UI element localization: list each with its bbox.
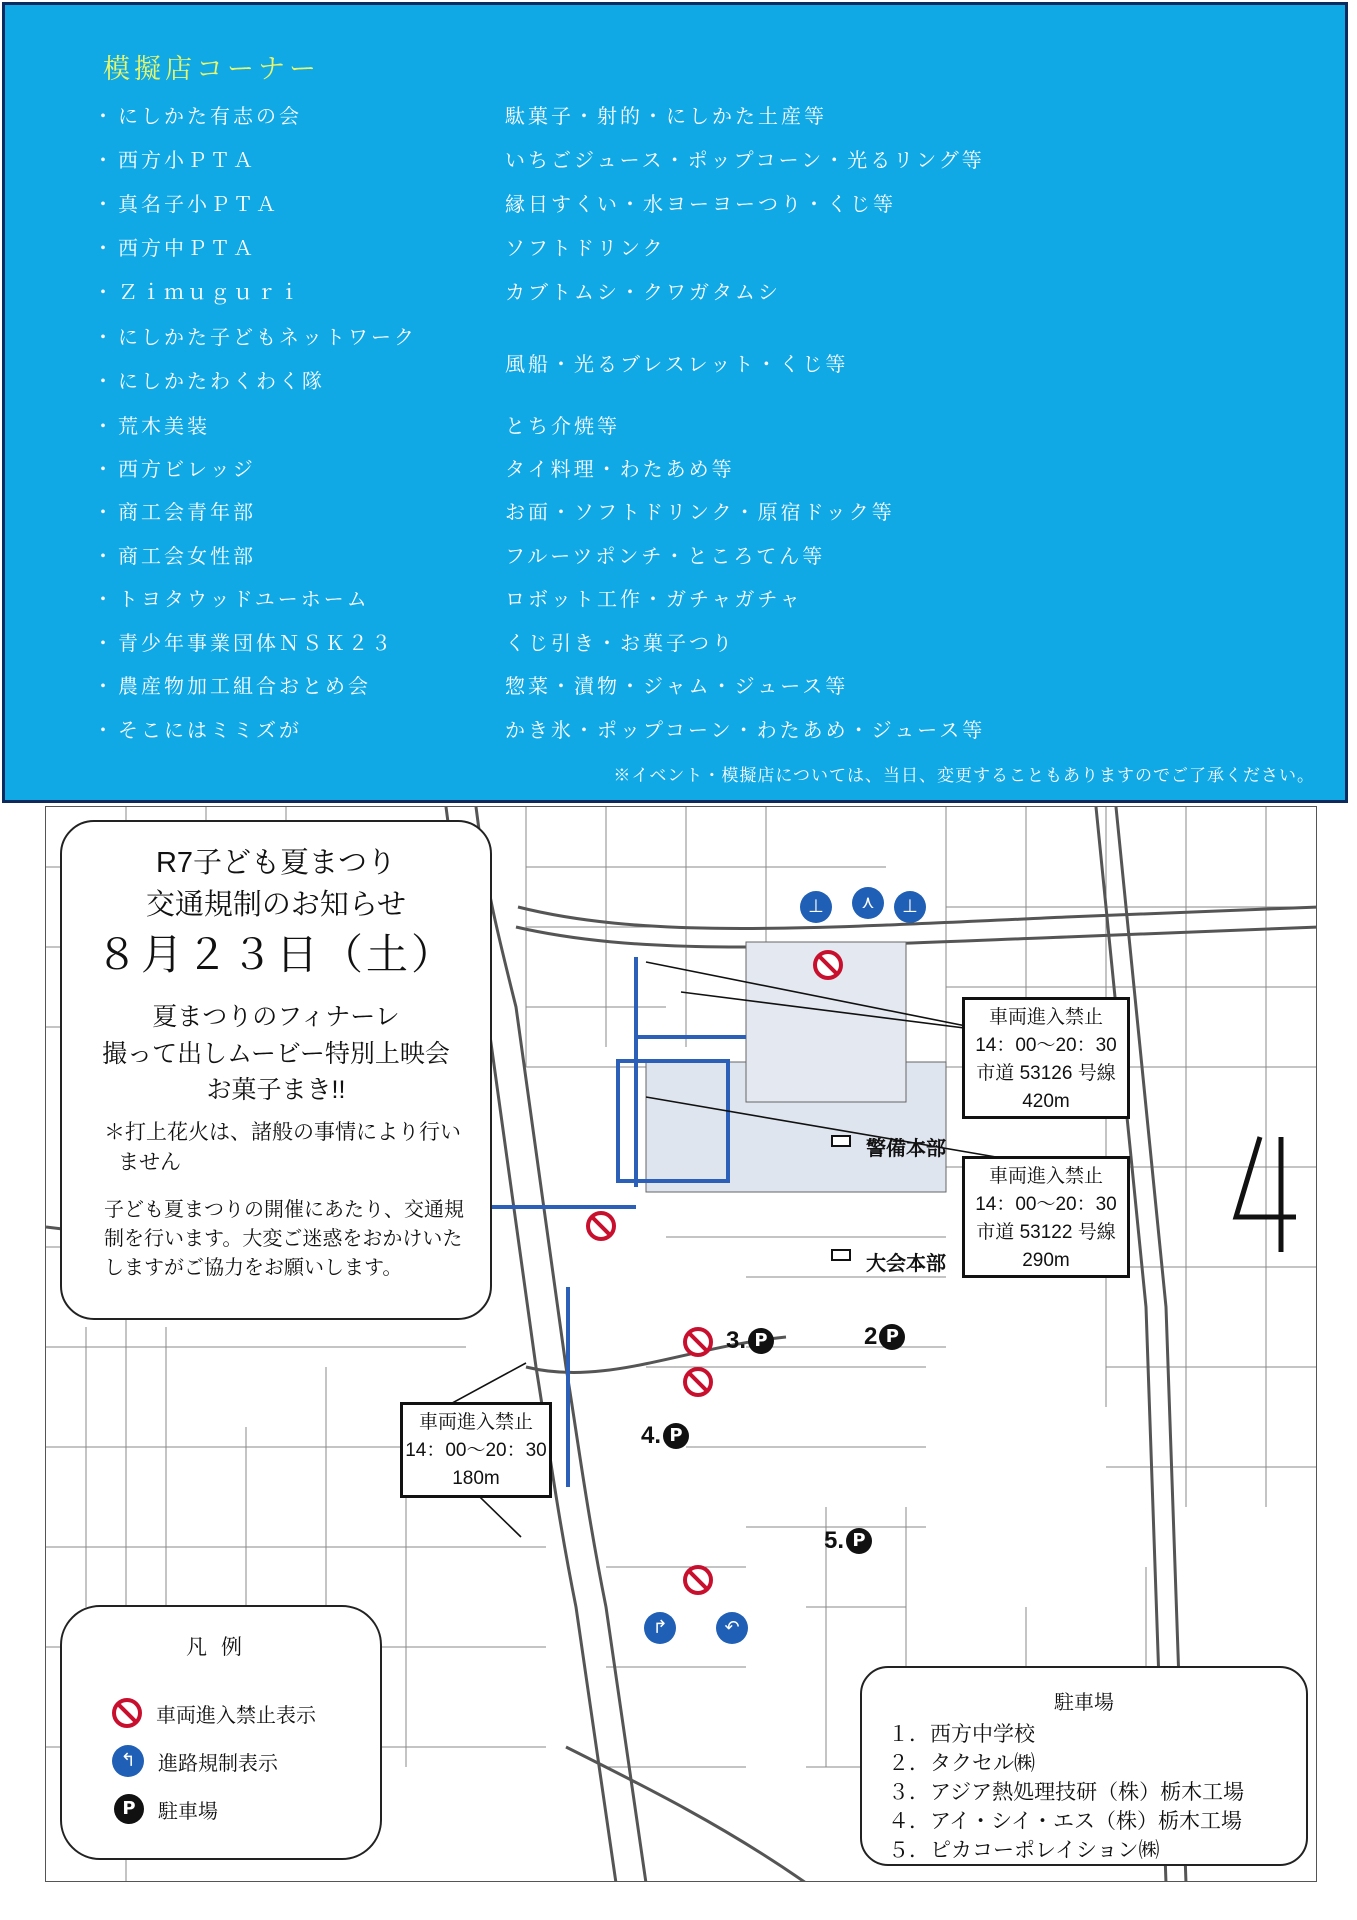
no-entry-icon <box>586 1211 616 1241</box>
parking-icon: P <box>748 1328 774 1354</box>
booth-items: くじ引き・お菓子つり <box>505 631 735 655</box>
booth-name: ・ にしかた子どもネットワーク <box>93 321 417 350</box>
booth-row <box>5 496 1345 536</box>
no-entry-icon <box>112 1698 142 1728</box>
direction-sign-icon: ⊥ <box>894 891 926 923</box>
booth-name: ・ にしかた有志の会 <box>93 100 302 129</box>
booth-items: 駄菓子・射的・にしかた土産等 <box>505 104 827 128</box>
booth-row <box>5 232 1345 272</box>
no-entry-icon <box>683 1327 713 1357</box>
legend-item-parking: P 駐車場 <box>112 1791 218 1827</box>
booth-row <box>5 670 1345 710</box>
booth-name: ・ 真名子小ＰＴＡ <box>93 188 279 217</box>
booth-row <box>5 540 1345 580</box>
notice-date: ８月２３日（土） <box>95 931 456 978</box>
booth-items: 縁日すくい・水ヨーヨーつり・くじ等 <box>505 192 896 216</box>
booth-section-title: 模擬店コーナー <box>103 54 320 85</box>
notice-subtitle: 交通規制のお知らせ <box>145 889 407 921</box>
parking-label-2: 2 P <box>864 1323 905 1351</box>
booth-panel <box>2 2 1348 803</box>
booth-row <box>5 410 1345 450</box>
security-hq-marker <box>831 1135 851 1147</box>
booth-name: ・ にしかたわくわく隊 <box>93 365 325 394</box>
u-turn-sign-icon: ↶ <box>716 1612 748 1644</box>
fireworks-note: ＊打上花火は、諸般の事情により行いません <box>104 1121 461 1174</box>
booth-name: ・ 商工会青年部 <box>93 496 256 525</box>
parking-label-4: 4. P <box>641 1422 689 1450</box>
direction-sign-icon: ⊥ <box>800 891 832 923</box>
parking-label-5: 5. P <box>824 1527 872 1555</box>
booth-items: かき氷・ポップコーン・わたあめ・ジュース等 <box>505 718 986 742</box>
parking-label-3: 3. P <box>726 1327 774 1355</box>
booth-name: ・ トヨタウッドユーホーム <box>93 583 370 612</box>
parking-item: ５．ピカコーポレイション㈱ <box>888 1839 1160 1862</box>
regulation-box-180m: 車両進入禁止 14：00～20：30 180m <box>400 1402 552 1498</box>
legend-item-direction: ↰ 進路規制表示 <box>112 1743 278 1779</box>
notice-body: 子ども夏まつりの開催にあたり、交通規制を行います。大変ご迷惑をおかけいたしますがご協力をお願いします。 <box>104 1199 464 1279</box>
parking-item: １．西方中学校 <box>888 1723 1035 1746</box>
booth-items: いちごジュース・ポップコーン・光るリング等 <box>505 148 985 172</box>
booth-row <box>5 583 1345 623</box>
legend-title: 凡例 <box>186 1636 256 1659</box>
booth-name: ・ 西方中ＰＴＡ <box>93 232 256 261</box>
booth-row <box>5 714 1345 754</box>
booth-row <box>5 144 1345 184</box>
turn-right-sign-icon: ↱ <box>644 1612 676 1644</box>
parking-icon: P <box>846 1528 872 1554</box>
main-hq-marker <box>831 1249 851 1261</box>
booth-name: ・ Ｚｉｍｕｇｕｒｉ <box>93 276 302 305</box>
booth-name: ・ 農産物加工組合おとめ会 <box>93 670 371 699</box>
booth-name: ・ 青少年事業団体ＮＳＫ２３ <box>93 627 394 656</box>
booth-items: とち介焼等 <box>505 414 620 438</box>
booth-items: ロボット工作・ガチャガチャ <box>505 587 803 611</box>
booth-row <box>5 276 1345 316</box>
booth-note: ※イベント・模擬店については、当日、変更することもありますのでご了承ください。 <box>613 766 1315 786</box>
booth-items: フルーツポンチ・ところてん等 <box>505 544 826 568</box>
finale-line: 夏まつりのフィナーレ <box>152 1003 400 1031</box>
finale-line: 撮って出しムービー特別上映会 <box>102 1040 450 1068</box>
booth-name: ・ 西方ビレッジ <box>93 453 256 482</box>
notice-title: R7子ども夏まつり <box>155 847 397 879</box>
booth-row <box>5 188 1345 228</box>
parking-box <box>860 1666 1308 1866</box>
booth-items: タイ料理・わたあめ等 <box>505 457 735 481</box>
parking-icon: P <box>663 1423 689 1449</box>
parking-title: 駐車場 <box>1054 1692 1114 1714</box>
legend-box <box>60 1605 382 1860</box>
parking-item: ４．アイ・シイ・エス（株）栃木工場 <box>888 1810 1243 1833</box>
security-hq-label: 警備本部 <box>866 1138 946 1160</box>
parking-item: ２．タクセル㈱ <box>888 1752 1035 1775</box>
no-entry-icon <box>683 1367 713 1397</box>
booth-row <box>5 100 1345 140</box>
regulation-box-53122: 車両進入禁止 14：00～20：30 市道 53122 号線 290m <box>962 1156 1130 1278</box>
booth-items: 惣菜・漬物・ジャム・ジュース等 <box>505 674 849 698</box>
booth-name: ・ 西方小ＰＴＡ <box>93 144 256 173</box>
booth-row <box>5 627 1345 667</box>
legend-item-no-entry: 車両進入禁止表示 <box>112 1695 316 1731</box>
regulation-box-53126: 車両進入禁止 14：00～20：30 市道 53126 号線 420m <box>962 997 1130 1119</box>
turn-left-sign-icon: ↰ <box>112 1745 144 1777</box>
direction-sign-icon: ⋏ <box>852 887 884 919</box>
booth-row-shared-items <box>5 348 1345 388</box>
notice-box <box>60 820 492 1320</box>
booth-items: お面・ソフトドリンク・原宿ドック等 <box>505 500 895 524</box>
no-entry-icon <box>813 950 843 980</box>
main-hq-label: 大会本部 <box>866 1253 946 1275</box>
booth-name: ・ 荒木美装 <box>93 410 210 439</box>
parking-item: ３．アジア熱処理技研（株）栃木工場 <box>888 1781 1245 1804</box>
booth-items: ソフトドリンク <box>505 236 666 260</box>
finale-line: お菓子まき!! <box>206 1076 346 1104</box>
parking-icon: P <box>114 1794 144 1824</box>
parking-icon: P <box>879 1324 905 1350</box>
booth-items: カブトムシ・クワガタムシ <box>505 280 781 304</box>
booth-items: 風船・光るブレスレット・くじ等 <box>505 352 849 376</box>
booth-name: ・ そこにはミミズが <box>93 714 302 743</box>
booth-row <box>5 453 1345 493</box>
no-entry-icon <box>683 1565 713 1595</box>
booth-name: ・ 商工会女性部 <box>93 540 256 569</box>
